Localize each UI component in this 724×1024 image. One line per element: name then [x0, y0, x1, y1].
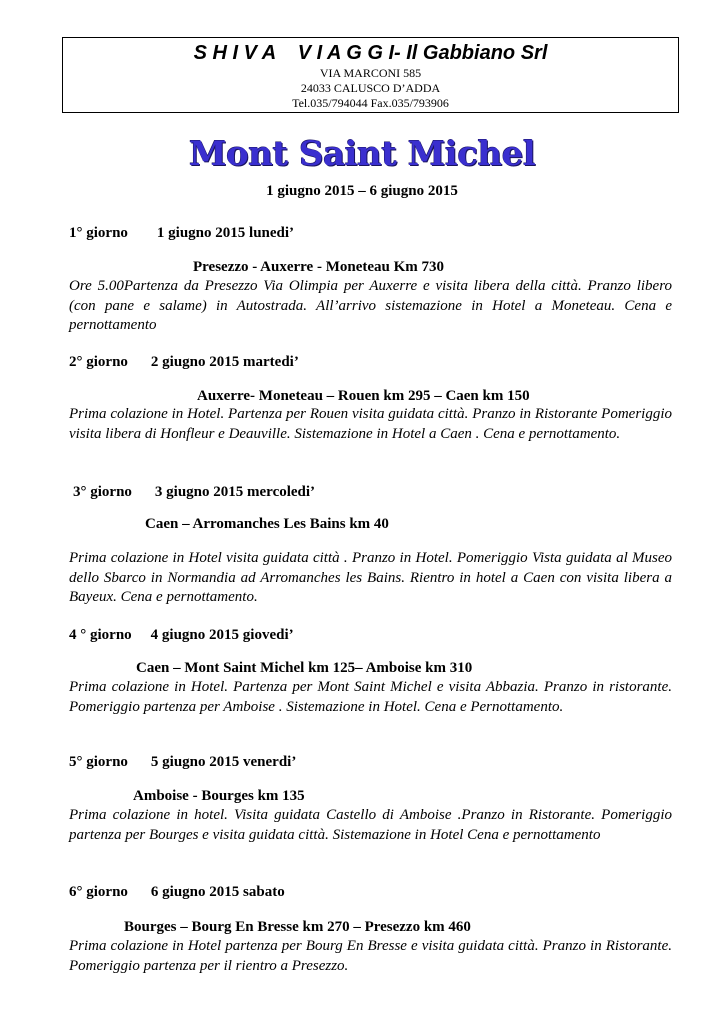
day-5-header [69, 753, 296, 771]
page-title: Mont Saint Michel [188, 134, 536, 174]
day-5-description: Prima colazione in hotel. Visita guidata Castello di Amboise .Pranzo in Ristorante. Pomeriggio partenza per Bourges e visita guidata città. Sistemazione in Hotel Cena e pernottamento [69, 807, 672, 843]
day-1-route: Presezzo - Auxerre - Moneteau Km 730 [193, 259, 445, 275]
day-2-number: 2° giorno [69, 354, 128, 370]
day-3-route: Caen – Arromanches Les Bains km 40 [145, 516, 389, 532]
day-2-header [69, 353, 299, 371]
day-1-number: 1° giorno [69, 225, 128, 241]
day-6-number: 6° giorno [69, 884, 128, 900]
day-2-date: 2 giugno 2015 martedi’ [150, 354, 299, 370]
company-street: VIA MARCONI 585 [319, 66, 422, 80]
day-3-number: 3° giorno [73, 484, 132, 500]
company-name: S H I V A V I A G G I- Il Gabbiano Srl [193, 42, 548, 64]
day-4-route: Caen – Mont Saint Michel km 125– Amboise km 310 [136, 660, 473, 676]
day-2-description: Prima colazione in Hotel. Partenza per Rouen visita guidata città. Pranzo in Ristorante Pomeriggio visita libera di Honfleur e Deauville. Sistemazione in Hotel a Caen . Cena e pernottamento. [69, 406, 672, 442]
agency-header [62, 37, 679, 113]
day-3-header [73, 483, 315, 501]
day-6-route: Bourges – Bourg En Bresse km 270 – Presezzo km 460 [124, 919, 471, 935]
day-4-header [69, 626, 294, 644]
day-2-route: Auxerre- Moneteau – Rouen km 295 – Caen km 150 [197, 388, 530, 404]
day-6-description: Prima colazione in Hotel partenza per Bourg En Bresse e visita guidata città. Pranzo in Ristorante. Pomeriggio partenza per il rientro a Presezzo. [69, 938, 672, 974]
company-city: 24033 CALUSCO D’ADDA [300, 81, 441, 95]
day-1-date: 1 giugno 2015 lunedi’ [156, 225, 295, 241]
day-3-date: 3 giugno 2015 mercoledi’ [154, 484, 316, 500]
trip-dates: 1 giugno 2015 – 6 giugno 2015 [266, 183, 458, 199]
day-4-description: Prima colazione in Hotel. Partenza per Mont Saint Michel e visita Abbazia. Pranzo in ristorante. Pomeriggio partenza per Amboise . Sistemazione in Hotel. Cena e Pernottamento. [69, 679, 672, 715]
day-6-header [69, 883, 285, 901]
day-1-header [69, 224, 294, 242]
company-phone: Tel.035/794044 Fax.035/793906 [292, 96, 449, 110]
day-4-date: 4 giugno 2015 giovedi’ [150, 627, 294, 643]
day-4-number: 4 ° giorno [69, 627, 132, 643]
day-6-date: 6 giugno 2015 sabato [150, 884, 285, 900]
day-5-number: 5° giorno [69, 754, 128, 770]
day-3-description: Prima colazione in Hotel visita guidata città . Pranzo in Hotel. Pomeriggio Vista guidata al Museo dello Sbarco in Normandia ad Arromanches les Bains. Rientro in hotel a Caen con visita libera a Bayeux. Cena e pernottamento. [69, 550, 672, 605]
day-5-date: 5 giugno 2015 venerdi’ [150, 754, 297, 770]
day-5-route: Amboise - Bourges km 135 [133, 788, 305, 804]
day-1-description: Ore 5.00Partenza da Presezzo Via Olimpia per Auxerre e visita libera della città. Pranzo libero (con pane e salame) in Autostrada. All’arrivo sistemazione in Hotel a Moneteau. Cena e pernottamento [69, 278, 672, 333]
